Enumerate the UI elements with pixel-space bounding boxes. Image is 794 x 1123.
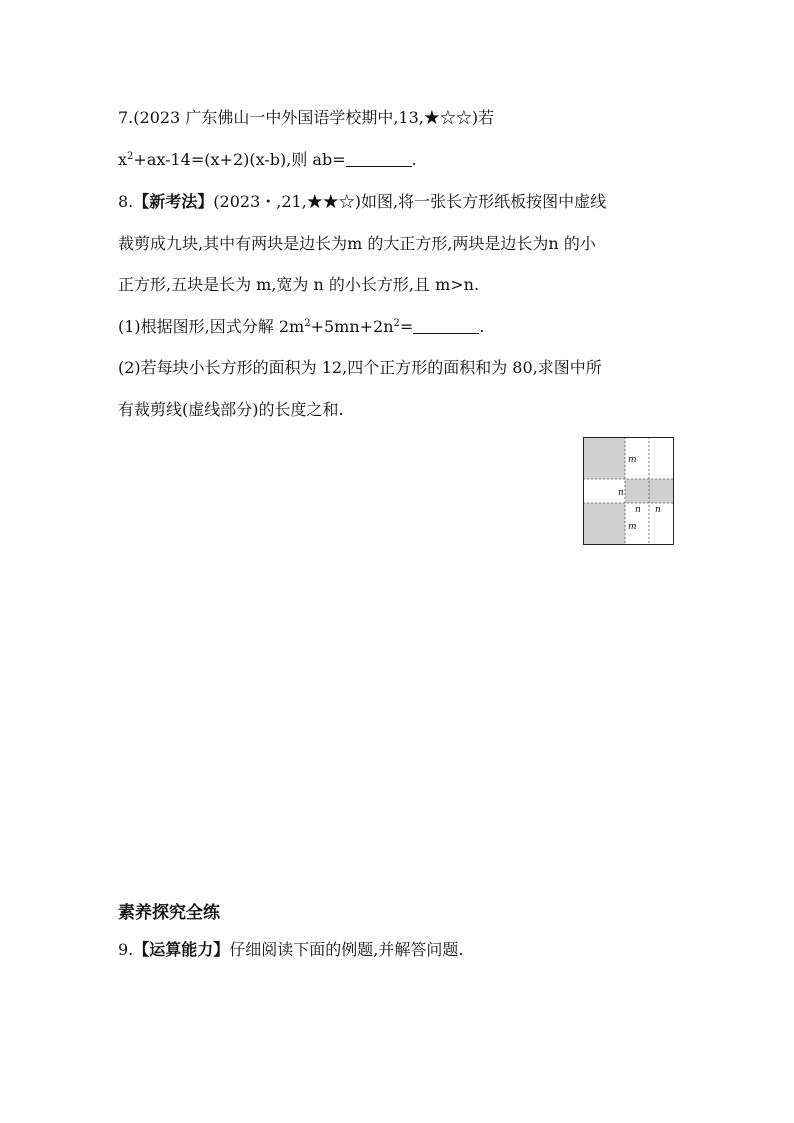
large-square-bottom xyxy=(584,503,625,544)
q8-part1-c: = xyxy=(399,317,414,336)
q8-text-1: (2023・,21,★★☆)如图,将一张长方形纸板按图中虚线 xyxy=(213,192,607,211)
label-m-bottom: m xyxy=(628,522,637,532)
cutting-diagram xyxy=(583,437,674,545)
q8-part1-exp1: 2 xyxy=(304,318,311,329)
q8-part1-exp2: 2 xyxy=(393,318,400,329)
q9-tag: 【运算能力】 xyxy=(133,940,230,959)
label-n-bottom-a: n xyxy=(635,505,641,515)
q8-part2-text-1: (2)若每块小长方形的面积为 12,四个正方形的面积和为 80,求图中所 xyxy=(118,358,602,377)
large-square-top xyxy=(584,438,625,479)
label-n-mid: n xyxy=(618,488,624,498)
label-n-bottom-b: n xyxy=(655,505,661,515)
q8-tag: 【新考法】 xyxy=(133,192,214,211)
q7-exponent: 2 xyxy=(127,151,134,162)
q8-line2 xyxy=(118,234,596,254)
q7-line2 xyxy=(118,150,417,170)
small-square-right xyxy=(649,479,673,503)
q8-text-2: 裁剪成九块,其中有两块是边长为m 的大正方形,两块是边长为n 的小 xyxy=(118,234,596,253)
q8-part1-answer-blank[interactable] xyxy=(413,319,479,334)
q8-number: 8. xyxy=(118,192,134,211)
q7-text-1: 7.(2023 广东佛山一中外国语学校期中,13,★☆☆)若 xyxy=(118,108,495,127)
q8-part1-a: (1)根据图形,因式分解 2m xyxy=(118,317,305,336)
q8-part1 xyxy=(118,317,484,337)
q7-period: . xyxy=(411,150,417,169)
q8-part2-line2 xyxy=(118,400,344,420)
q9-text: 仔细阅读下面的例题,并解答问题. xyxy=(229,940,464,959)
section-title: 素养探究全练 xyxy=(118,903,220,923)
small-square-left xyxy=(625,479,649,503)
q9-number: 9. xyxy=(118,940,134,959)
q8-part1-period: . xyxy=(479,317,485,336)
q8-part1-b: +5mn+2n xyxy=(310,317,394,336)
q8-part2-text-2: 有裁剪线(虚线部分)的长度之和. xyxy=(118,400,344,419)
q7-line1 xyxy=(118,108,494,128)
label-m-top: m xyxy=(628,455,637,465)
q9-line xyxy=(118,940,463,960)
q7-answer-blank[interactable] xyxy=(346,152,412,167)
q7-x: x xyxy=(118,150,128,169)
q8-part2-line1 xyxy=(118,358,602,378)
q8-text-3: 正方形,五块是长为 m,宽为 n 的小长方形,且 m>n. xyxy=(118,275,480,294)
q8-line1 xyxy=(118,192,606,212)
q8-line3 xyxy=(118,275,479,295)
q7-equation: +ax-14=(x+2)(x-b),则 ab= xyxy=(133,150,346,169)
